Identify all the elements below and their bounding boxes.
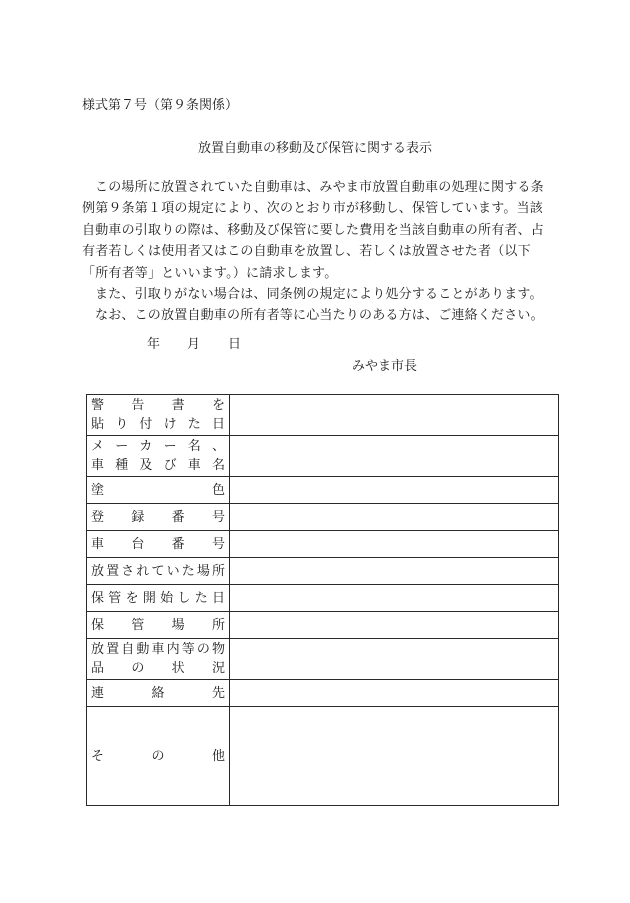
label-line: 保 管 場 所 <box>91 617 225 633</box>
label-line: 放置自動車内等の物 <box>91 642 225 657</box>
value-cell-registration-number <box>230 504 559 531</box>
paragraph-disposal: また、引取りがない場合は、同条例の規定により処分することがあります。 <box>95 287 543 303</box>
row-label-contact <box>87 680 230 707</box>
label-line: そ の 他 <box>91 748 225 764</box>
row-label-storage-start-date <box>87 585 230 612</box>
table-row <box>87 558 559 585</box>
label-line: メ ー カ ー 名 、 <box>91 439 225 454</box>
label-line: 塗 色 <box>91 482 225 498</box>
row-label-storage-location <box>87 612 230 639</box>
label-line: 連 絡 先 <box>91 685 225 701</box>
row-label-color <box>87 477 230 504</box>
vehicle-info-table <box>86 394 559 806</box>
value-cell-warning-date <box>230 395 559 436</box>
paragraph-main: この場所に放置されていた自動車は、みやま市放置自動車の処理に関する条例第９条第１項の規定により、次のとおり市が移動し、保管しています。当該自動車の引取りの際は、移動及び保管に要した費用を当該自動車の所有者、占有者若しくは使用者又はこの自動車を放置し、若しくは放置させた者（以下「所有者等」といいます。）に請求します。 <box>82 180 545 281</box>
value-cell-items-condition <box>230 639 559 680</box>
value-cell-abandoned-location <box>230 558 559 585</box>
value-cell-color <box>230 477 559 504</box>
form-number: 様式第７号（第９条関係） <box>82 98 239 113</box>
date-year: 年 <box>147 337 161 352</box>
label-line: 貼 り 付 け た 日 <box>91 417 225 432</box>
table-row <box>87 436 559 477</box>
label-line: 登 録 番 号 <box>91 509 225 525</box>
table-row <box>87 585 559 612</box>
date-month: 月 <box>187 337 201 352</box>
document-title: 放置自動車の移動及び保管に関する表示 <box>197 141 432 156</box>
row-label-maker-model <box>87 436 230 477</box>
notice-body <box>82 177 552 327</box>
value-cell-storage-location <box>230 612 559 639</box>
value-cell-contact <box>230 680 559 707</box>
table-row <box>87 395 559 436</box>
row-label-items-condition <box>87 639 230 680</box>
value-cell-other <box>230 707 559 806</box>
value-cell-maker-model <box>230 436 559 477</box>
row-label-other <box>87 707 230 806</box>
row-label-registration-number <box>87 504 230 531</box>
row-label-abandoned-location <box>87 558 230 585</box>
label-line: 警 告 書 を <box>91 398 225 413</box>
label-line: 保管を開始した日 <box>91 590 225 606</box>
row-label-chassis-number <box>87 531 230 558</box>
table-row <box>87 707 559 806</box>
date-day: 日 <box>228 337 242 352</box>
label-line: 車 台 番 号 <box>91 536 225 552</box>
value-cell-chassis-number <box>230 531 559 558</box>
label-line: 品 の 状 況 <box>91 661 225 676</box>
paragraph-contact: なお、この放置自動車の所有者等に心当たりのある方は、ご連絡ください。 <box>95 308 544 324</box>
table-row <box>87 504 559 531</box>
label-line: 放置されていた場所 <box>91 563 225 579</box>
table-row <box>87 680 559 707</box>
value-cell-storage-start-date <box>230 585 559 612</box>
table-row <box>87 612 559 639</box>
issuer-name: みやま市長 <box>352 359 418 374</box>
row-label-warning-date <box>87 395 230 436</box>
table-row <box>87 477 559 504</box>
table-row <box>87 639 559 680</box>
table-row <box>87 531 559 558</box>
label-line: 車 種 及 び 車 名 <box>91 458 225 473</box>
